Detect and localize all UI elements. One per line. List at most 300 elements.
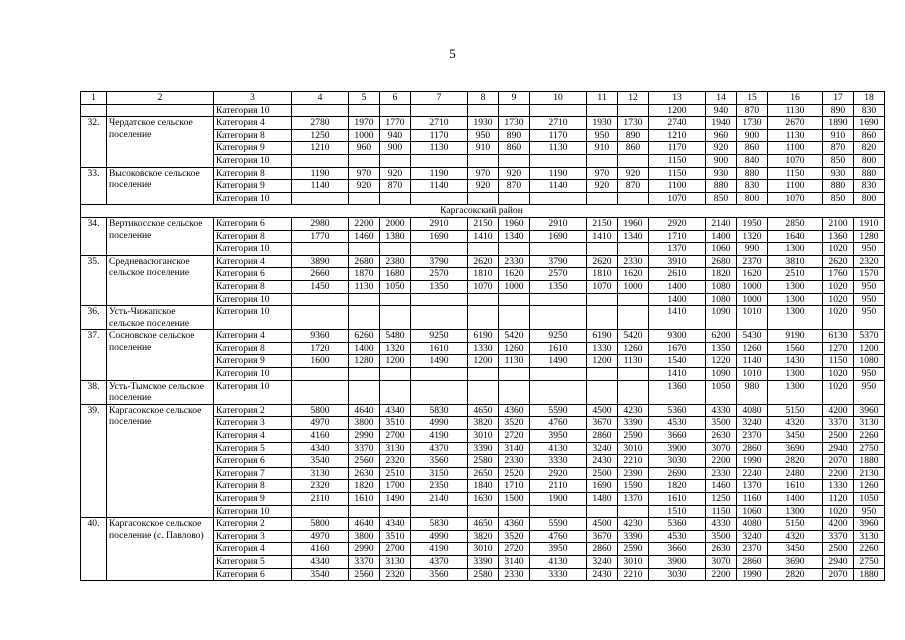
settlement-name: Сосновское сельское поселение (107, 330, 214, 380)
value-cell: 870 (499, 180, 530, 193)
value-cell: 850 (706, 192, 737, 205)
value-cell: 1300 (768, 293, 823, 306)
value-cell (587, 192, 618, 205)
category-cell: Категория 10 (214, 293, 292, 306)
value-cell (530, 104, 587, 117)
value-cell: 9360 (292, 330, 349, 343)
value-cell: 3130 (380, 555, 411, 568)
value-cell: 1510 (649, 505, 706, 518)
value-cell: 800 (854, 192, 885, 205)
value-cell: 1430 (768, 355, 823, 368)
value-cell: 960 (349, 142, 380, 155)
value-cell: 2630 (349, 467, 380, 480)
value-cell: 3010 (468, 430, 499, 443)
value-cell: 2000 (380, 217, 411, 230)
value-cell: 1260 (499, 342, 530, 355)
table-row (81, 380, 885, 404)
value-cell: 9190 (768, 330, 823, 343)
value-cell: 1300 (768, 280, 823, 293)
value-cell: 5800 (292, 404, 349, 417)
value-cell: 1410 (649, 306, 706, 330)
value-cell: 3370 (823, 530, 854, 543)
value-cell (618, 368, 649, 381)
category-cell: Категория 5 (214, 555, 292, 568)
value-cell (499, 293, 530, 306)
value-cell: 3130 (380, 442, 411, 455)
value-cell: 2560 (349, 455, 380, 468)
value-cell: 1140 (411, 180, 468, 193)
value-cell (530, 243, 587, 256)
value-cell: 830 (854, 104, 885, 117)
value-cell: 1340 (499, 230, 530, 243)
value-cell: 4360 (499, 404, 530, 417)
value-cell: 1000 (349, 129, 380, 142)
value-cell (349, 306, 380, 330)
value-cell: 2990 (349, 430, 380, 443)
value-cell: 840 (737, 154, 768, 167)
category-cell: Категория 6 (214, 455, 292, 468)
value-cell: 4200 (823, 404, 854, 417)
value-cell: 3790 (530, 255, 587, 268)
value-cell: 1070 (649, 192, 706, 205)
settlement-name: Высоковское сельское поселение (107, 167, 214, 205)
value-cell: 2140 (706, 217, 737, 230)
category-cell: Категория 3 (214, 417, 292, 430)
value-cell: 2370 (737, 430, 768, 443)
value-cell: 2610 (649, 268, 706, 281)
value-cell: 960 (706, 129, 737, 142)
value-cell: 870 (823, 142, 854, 155)
value-cell: 3390 (468, 442, 499, 455)
value-cell (380, 104, 411, 117)
value-cell: 1330 (587, 342, 618, 355)
value-cell: 4340 (292, 555, 349, 568)
value-cell: 3500 (706, 417, 737, 430)
value-cell: 4970 (292, 530, 349, 543)
value-cell: 2620 (468, 255, 499, 268)
value-cell: 1680 (380, 268, 411, 281)
value-cell: 1080 (706, 280, 737, 293)
value-cell: 3010 (618, 442, 649, 455)
settlement-index: 40. (81, 518, 107, 581)
value-cell: 1050 (854, 493, 885, 506)
table-row (81, 117, 885, 130)
value-cell: 1600 (292, 355, 349, 368)
value-cell: 1200 (468, 355, 499, 368)
value-cell: 1020 (823, 243, 854, 256)
column-number-cell: 5 (349, 92, 380, 105)
value-cell (468, 505, 499, 518)
value-cell: 910 (587, 142, 618, 155)
value-cell: 3960 (854, 404, 885, 417)
value-cell: 2370 (737, 255, 768, 268)
value-cell: 1150 (649, 167, 706, 180)
value-cell: 3390 (468, 555, 499, 568)
value-cell: 2990 (349, 543, 380, 556)
value-cell: 1000 (737, 293, 768, 306)
value-cell: 1000 (737, 280, 768, 293)
value-cell: 5800 (292, 518, 349, 531)
value-cell: 2200 (706, 455, 737, 468)
column-number-cell: 14 (706, 92, 737, 105)
value-cell: 950 (854, 380, 885, 404)
category-cell: Категория 9 (214, 355, 292, 368)
value-cell: 910 (468, 142, 499, 155)
value-cell (349, 368, 380, 381)
value-cell (587, 104, 618, 117)
category-cell: Категория 8 (214, 167, 292, 180)
value-cell: 9300 (649, 330, 706, 343)
category-cell: Категория 10 (214, 306, 292, 330)
value-cell: 980 (737, 380, 768, 404)
value-cell: 2320 (854, 255, 885, 268)
value-cell: 1000 (499, 280, 530, 293)
value-cell: 1960 (499, 217, 530, 230)
value-cell (587, 154, 618, 167)
value-cell (618, 154, 649, 167)
value-cell (499, 505, 530, 518)
column-number-cell: 6 (380, 92, 411, 105)
value-cell: 2320 (380, 455, 411, 468)
value-cell: 1760 (823, 268, 854, 281)
value-cell: 3330 (530, 568, 587, 581)
value-cell: 1620 (618, 268, 649, 281)
value-cell: 3660 (649, 543, 706, 556)
value-cell: 1810 (587, 268, 618, 281)
value-cell: 4320 (768, 530, 823, 543)
value-cell: 3240 (737, 417, 768, 430)
value-cell: 4330 (706, 404, 737, 417)
value-cell: 1670 (649, 342, 706, 355)
category-cell: Категория 7 (214, 467, 292, 480)
value-cell: 5150 (768, 518, 823, 531)
value-cell: 2430 (587, 455, 618, 468)
category-cell: Категория 10 (214, 505, 292, 518)
value-cell: 1340 (618, 230, 649, 243)
value-cell (292, 243, 349, 256)
value-cell: 4640 (349, 518, 380, 531)
value-cell: 2150 (587, 217, 618, 230)
district-title: Каргасокский район (81, 205, 885, 218)
value-cell: 2590 (618, 430, 649, 443)
column-number-cell: 1 (81, 92, 107, 105)
value-cell (411, 192, 468, 205)
table-row (81, 217, 885, 230)
value-cell: 4500 (587, 404, 618, 417)
value-cell: 2500 (587, 467, 618, 480)
category-cell: Категория 8 (214, 342, 292, 355)
value-cell: 1990 (737, 455, 768, 468)
value-cell: 1260 (618, 342, 649, 355)
value-cell: 2750 (854, 442, 885, 455)
category-cell: Категория 10 (214, 380, 292, 404)
value-cell: 940 (706, 104, 737, 117)
value-cell: 2130 (854, 467, 885, 480)
value-cell: 3790 (411, 255, 468, 268)
value-cell: 1540 (649, 355, 706, 368)
value-cell: 3800 (349, 530, 380, 543)
value-cell: 4530 (649, 417, 706, 430)
value-cell: 3950 (530, 543, 587, 556)
value-cell: 1330 (468, 342, 499, 355)
value-cell: 2690 (649, 467, 706, 480)
table-row (81, 306, 885, 330)
value-cell (587, 380, 618, 404)
value-cell: 1700 (380, 480, 411, 493)
value-cell: 950 (854, 368, 885, 381)
value-cell: 2590 (618, 543, 649, 556)
value-cell: 950 (854, 505, 885, 518)
value-cell: 900 (706, 154, 737, 167)
value-cell: 2620 (823, 255, 854, 268)
table-row (81, 330, 885, 343)
value-cell: 2070 (823, 455, 854, 468)
settlement-index: 35. (81, 255, 107, 305)
value-cell: 1960 (618, 217, 649, 230)
value-cell: 2330 (706, 467, 737, 480)
value-cell: 930 (706, 167, 737, 180)
value-cell (618, 104, 649, 117)
value-cell: 1170 (649, 142, 706, 155)
category-cell: Категория 2 (214, 404, 292, 417)
value-cell: 4370 (411, 442, 468, 455)
value-cell: 1300 (768, 306, 823, 330)
value-cell (468, 192, 499, 205)
value-cell: 1250 (706, 493, 737, 506)
value-cell: 1050 (706, 380, 737, 404)
value-cell: 2910 (530, 217, 587, 230)
value-cell: 2200 (706, 568, 737, 581)
value-cell: 4370 (411, 555, 468, 568)
value-cell (499, 154, 530, 167)
value-cell: 950 (468, 129, 499, 142)
value-cell: 1100 (768, 180, 823, 193)
value-cell: 920 (380, 167, 411, 180)
column-number-cell: 16 (768, 92, 823, 105)
value-cell: 3240 (587, 555, 618, 568)
value-cell (499, 306, 530, 330)
value-cell: 1060 (737, 505, 768, 518)
value-cell: 850 (823, 192, 854, 205)
value-cell: 1370 (618, 493, 649, 506)
value-cell: 2560 (349, 568, 380, 581)
value-cell: 2320 (292, 480, 349, 493)
value-cell: 3510 (380, 530, 411, 543)
value-cell: 2330 (499, 568, 530, 581)
value-cell: 2850 (768, 217, 823, 230)
value-cell (380, 380, 411, 404)
value-cell: 1260 (854, 480, 885, 493)
table-row (81, 404, 885, 417)
value-cell: 1010 (737, 306, 768, 330)
value-cell (411, 368, 468, 381)
value-cell: 1620 (737, 268, 768, 281)
value-cell: 4640 (349, 404, 380, 417)
settlement-index: 36. (81, 306, 107, 330)
value-cell: 4190 (411, 543, 468, 556)
value-cell: 1190 (411, 167, 468, 180)
value-cell: 1410 (649, 368, 706, 381)
value-cell: 2140 (411, 493, 468, 506)
value-cell: 5360 (649, 518, 706, 531)
value-cell (530, 293, 587, 306)
value-cell: 2650 (468, 467, 499, 480)
value-cell (468, 380, 499, 404)
value-cell: 3390 (618, 417, 649, 430)
value-cell: 1270 (823, 342, 854, 355)
value-cell: 3500 (706, 530, 737, 543)
column-number-cell: 17 (823, 92, 854, 105)
category-cell: Категория 4 (214, 117, 292, 130)
value-cell: 4160 (292, 430, 349, 443)
value-cell: 2860 (737, 555, 768, 568)
value-cell: 3960 (854, 518, 885, 531)
value-cell: 1070 (768, 192, 823, 205)
value-cell (499, 368, 530, 381)
value-cell: 990 (737, 243, 768, 256)
value-cell: 5590 (530, 404, 587, 417)
value-cell: 3140 (499, 442, 530, 455)
value-cell: 2370 (737, 543, 768, 556)
value-cell: 9250 (530, 330, 587, 343)
value-cell: 2780 (292, 117, 349, 130)
value-cell (380, 505, 411, 518)
value-cell: 1210 (292, 142, 349, 155)
value-cell: 4500 (587, 518, 618, 531)
value-cell (292, 192, 349, 205)
value-cell (349, 505, 380, 518)
value-cell: 1070 (468, 280, 499, 293)
value-cell (530, 368, 587, 381)
value-cell: 1190 (292, 167, 349, 180)
settlement-index: 34. (81, 217, 107, 255)
value-cell: 2260 (854, 543, 885, 556)
value-cell: 1200 (587, 355, 618, 368)
value-cell: 930 (823, 167, 854, 180)
value-cell: 1900 (530, 493, 587, 506)
value-cell: 1610 (649, 493, 706, 506)
value-cell: 5830 (411, 518, 468, 531)
value-cell: 2580 (468, 568, 499, 581)
table-row (81, 167, 885, 180)
value-cell: 1130 (530, 142, 587, 155)
value-cell (349, 380, 380, 404)
value-cell: 3030 (649, 568, 706, 581)
value-cell: 1400 (768, 493, 823, 506)
value-cell (411, 104, 468, 117)
value-cell: 5150 (768, 404, 823, 417)
table-row (81, 255, 885, 268)
value-cell: 1020 (823, 505, 854, 518)
value-cell: 3900 (649, 555, 706, 568)
value-cell: 1150 (706, 505, 737, 518)
value-cell: 1200 (649, 104, 706, 117)
value-cell (292, 380, 349, 404)
value-cell (587, 368, 618, 381)
value-cell: 3450 (768, 543, 823, 556)
value-cell: 880 (823, 180, 854, 193)
value-cell: 1190 (530, 167, 587, 180)
value-cell: 890 (618, 129, 649, 142)
value-cell: 2720 (499, 543, 530, 556)
value-cell: 1020 (823, 306, 854, 330)
value-cell: 1910 (854, 217, 885, 230)
value-cell: 3010 (468, 543, 499, 556)
value-cell: 2500 (823, 543, 854, 556)
value-cell: 2710 (411, 117, 468, 130)
value-cell: 830 (737, 180, 768, 193)
category-cell: Категория 8 (214, 230, 292, 243)
value-cell: 2570 (530, 268, 587, 281)
category-cell: Категория 10 (214, 154, 292, 167)
value-cell (468, 154, 499, 167)
value-cell: 870 (618, 180, 649, 193)
value-cell (349, 243, 380, 256)
value-cell: 890 (823, 104, 854, 117)
value-cell: 1210 (649, 129, 706, 142)
value-cell (468, 243, 499, 256)
value-cell: 880 (737, 167, 768, 180)
value-cell: 5370 (854, 330, 885, 343)
value-cell (380, 306, 411, 330)
value-cell: 1630 (468, 493, 499, 506)
value-cell: 1140 (737, 355, 768, 368)
value-cell (411, 380, 468, 404)
value-cell: 1360 (823, 230, 854, 243)
value-cell: 850 (823, 154, 854, 167)
value-cell (587, 293, 618, 306)
value-cell: 1690 (411, 230, 468, 243)
value-cell: 2750 (854, 555, 885, 568)
value-cell: 2980 (292, 217, 349, 230)
value-cell: 2070 (823, 568, 854, 581)
value-cell: 1090 (706, 368, 737, 381)
value-cell: 1350 (706, 342, 737, 355)
settlement-index: 38. (81, 380, 107, 404)
value-cell: 900 (380, 142, 411, 155)
value-cell (468, 306, 499, 330)
value-cell: 1410 (587, 230, 618, 243)
value-cell: 4330 (706, 518, 737, 531)
value-cell: 3560 (411, 568, 468, 581)
value-cell: 3660 (649, 430, 706, 443)
settlement-name: Усть-Чижапское сельское поселение (107, 306, 214, 330)
value-cell: 1350 (530, 280, 587, 293)
value-cell: 3820 (468, 417, 499, 430)
value-cell: 1130 (768, 104, 823, 117)
column-number-cell: 4 (292, 92, 349, 105)
value-cell: 2940 (823, 555, 854, 568)
value-cell: 1730 (499, 117, 530, 130)
value-cell: 3150 (411, 467, 468, 480)
value-cell: 2260 (854, 430, 885, 443)
value-cell: 6260 (349, 330, 380, 343)
value-cell (618, 293, 649, 306)
value-cell: 970 (468, 167, 499, 180)
category-cell: Категория 9 (214, 493, 292, 506)
value-cell: 1450 (292, 280, 349, 293)
value-cell: 970 (349, 167, 380, 180)
value-cell: 4970 (292, 417, 349, 430)
value-cell: 3900 (649, 442, 706, 455)
value-cell: 2110 (530, 480, 587, 493)
value-cell: 2510 (768, 268, 823, 281)
value-cell: 820 (854, 142, 885, 155)
value-cell: 2570 (411, 268, 468, 281)
value-cell: 900 (737, 129, 768, 142)
value-cell: 9250 (411, 330, 468, 343)
value-cell: 1400 (649, 280, 706, 293)
